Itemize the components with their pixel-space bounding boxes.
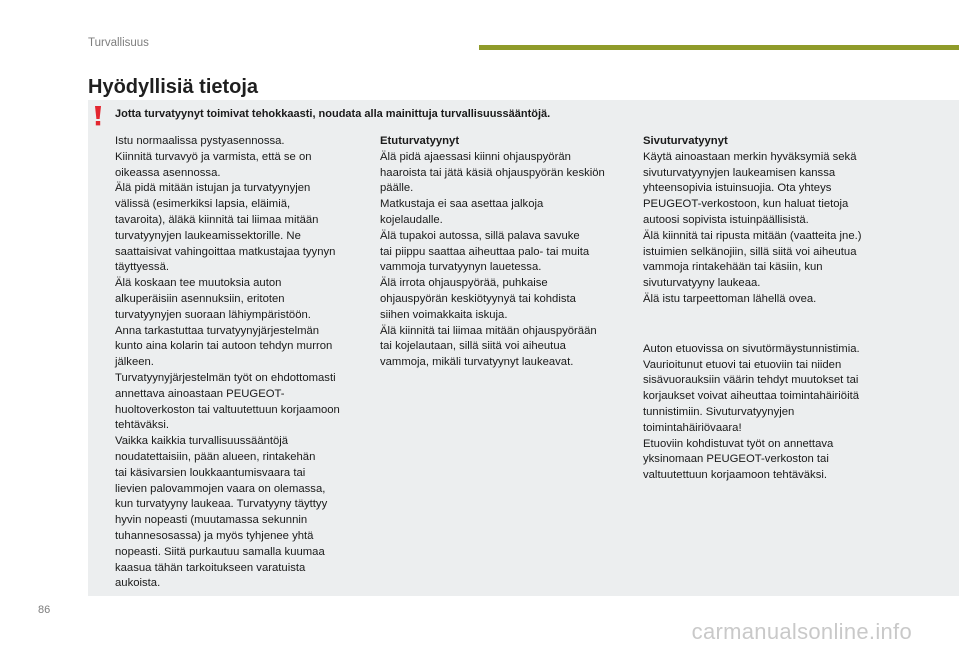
page-title: Hyödyllisiä tietoja	[88, 76, 259, 98]
section-label: Turvallisuus	[88, 37, 149, 49]
text-line: haaroista tai jätä käsiä ohjauspyörän keskiön	[380, 166, 605, 179]
watermark: carmanualsonline.info	[691, 619, 912, 644]
text-line: annettava ainoastaan PEUGEOT-	[115, 387, 285, 400]
text-line: Kiinnitä turvavyö ja varmista, että se on	[115, 150, 312, 163]
text-line: kojelaudalle.	[380, 213, 443, 226]
text-line: välissä (esimerkiksi lapsia, eläimiä,	[115, 198, 291, 211]
text-line: korjaukset voivat aiheuttaa toimintahäiriöitä	[643, 390, 860, 403]
text-line: PEUGEOT-verkostoon, kun haluat tietoja	[643, 198, 849, 211]
text-line: valtuutettuun korjaamoon tehtäväksi.	[643, 469, 827, 482]
side-airbags-text	[643, 150, 888, 308]
page-number: 86	[38, 604, 51, 616]
text-line: turvatyynyjen suoraan lähiympäristöön.	[115, 308, 311, 321]
text-line: toimintahäiriövaara!	[643, 421, 742, 434]
text-line: ohjauspyörän keskiötyynyä tai kohdista	[380, 292, 576, 305]
front-airbags-text	[380, 150, 625, 371]
text-line: Etuoviin kohdistuvat työt on annettava	[643, 437, 834, 450]
text-line: Matkustaja ei saa asettaa jalkoja	[380, 198, 544, 211]
general-rules-text	[115, 134, 360, 592]
text-line: tehtäväksi.	[115, 419, 170, 432]
side-airbags-heading: Sivuturvatyynyt	[643, 135, 728, 147]
text-line: kun turvatyyny laukeaa. Turvatyyny täyttyy	[115, 498, 328, 511]
text-line: tavaroita), äläkä kiinnitä tai liimaa mitään	[115, 213, 319, 226]
text-line: tai kojelautaan, sillä siitä voi aiheutua	[380, 340, 566, 353]
text-line: Istu normaalissa pystyasennossa.	[115, 135, 285, 147]
text-line: turvatyynyjen laukeamissektorille. Ne	[115, 229, 301, 242]
text-line: Käytä ainoastaan merkin hyväksymiä sekä	[643, 150, 857, 163]
text-line: Turvatyynyjärjestelmän työt on ehdottomasti	[115, 371, 336, 384]
text-line: täyttyessä.	[115, 261, 169, 274]
text-line: istuimien selkänojiin, sillä siitä voi aiheutua	[643, 245, 857, 258]
text-line: tai piippu saattaa aiheuttaa palo- tai muita	[380, 245, 590, 258]
text-line: vammoja, mikäli turvatyynyt laukeavat.	[380, 356, 574, 369]
text-line: kunto aina kolarin tai autoon tehdyn murron	[115, 340, 333, 353]
text-line: hyvin nopeasti (muutamassa sekunnin	[115, 514, 308, 527]
text-line: Auton etuovissa on sivutörmäystunnistimia.	[643, 342, 860, 355]
text-line: Anna tarkastuttaa turvatyynyjärjestelmän	[115, 324, 320, 337]
text-line: vammoja rintakehään tai käsiin, kun	[643, 261, 823, 274]
text-line: Älä koskaan tee muutoksia auton	[115, 277, 282, 290]
text-line: sivuturvatyyny laukeaa.	[643, 277, 761, 290]
column-general-rules	[115, 134, 360, 592]
text-line: yhteensopivia istuinsuojia. Ota yhteys	[643, 182, 832, 195]
column-front-airbags	[380, 134, 625, 371]
exclamation-icon	[92, 106, 104, 126]
warning-text: Jotta turvatyynyt toimivat tehokkaasti, noudata alla mainittuja turvallisuussääntöjä.	[115, 108, 551, 120]
text-line: Vaikka kaikkia turvallisuussääntöjä	[115, 435, 289, 448]
text-line: Älä pidä mitään istujan ja turvatyynyjen	[115, 182, 311, 195]
text-line: alkuperäisiin asennuksiin, eritoten	[115, 292, 285, 305]
text-line: Älä kiinnitä tai liimaa mitään ohjauspyörään	[380, 324, 597, 337]
text-line: Älä pidä ajaessasi kiinni ohjauspyörän	[380, 150, 571, 163]
text-line: sisävuorauksiin väärin tehdyt muutokset tai	[643, 374, 859, 387]
text-line: yksinomaan PEUGEOT-verkoston tai	[643, 453, 829, 466]
column-side-airbags	[643, 134, 888, 484]
text-line: tai käsivarsien loukkaantumisvaara tai	[115, 466, 306, 479]
paragraph-gap	[643, 308, 888, 342]
text-line: saattaisivat vahingoittaa matkustajaa tyynyn	[115, 245, 336, 258]
text-line: Älä kiinnitä tai ripusta mitään (vaatteita jne.)	[643, 229, 862, 242]
text-line: Vaurioitunut etuovi tai etuoviin tai niiden	[643, 358, 842, 371]
text-line: vammoja turvatyynyn lauetessa.	[380, 261, 542, 274]
side-impact-sensors-text	[643, 342, 888, 484]
front-airbags-heading: Etuturvatyynyt	[380, 135, 460, 147]
text-line: päälle.	[380, 182, 414, 195]
text-line: noudatettaisiin, pään alueen, rintakehän	[115, 450, 316, 463]
text-line: autoosi sopivista istuinpäällisistä.	[643, 213, 809, 226]
text-line: jälkeen.	[115, 356, 154, 369]
text-line: tuhannesosassa) ja myös tyhjenee yhtä	[115, 529, 314, 542]
header-rule	[479, 45, 959, 50]
text-line: sivuturvatyynyjen laukeamisen kanssa	[643, 166, 836, 179]
text-line: lievien palovammojen vaara on olemassa,	[115, 482, 326, 495]
text-line: nopeasti. Siitä purkautuu samalla kuumaa	[115, 545, 325, 558]
text-line: siihen voimakkaita iskuja.	[380, 308, 508, 321]
text-line: aukoista.	[115, 577, 161, 590]
text-line: tunnistimiin. Sivuturvatyynyjen	[643, 405, 795, 418]
text-line: Älä tupakoi autossa, sillä palava savuke	[380, 229, 580, 242]
text-line: Älä istu tarpeettoman lähellä ovea.	[643, 292, 817, 305]
text-line: huoltoverkoston tai valtuutettuun korjaamoon	[115, 403, 340, 416]
text-line: kaasua tähän tarkoitukseen varatuista	[115, 561, 306, 574]
text-line: oikeassa asennossa.	[115, 166, 221, 179]
text-line: Älä irrota ohjauspyörää, puhkaise	[380, 277, 548, 290]
